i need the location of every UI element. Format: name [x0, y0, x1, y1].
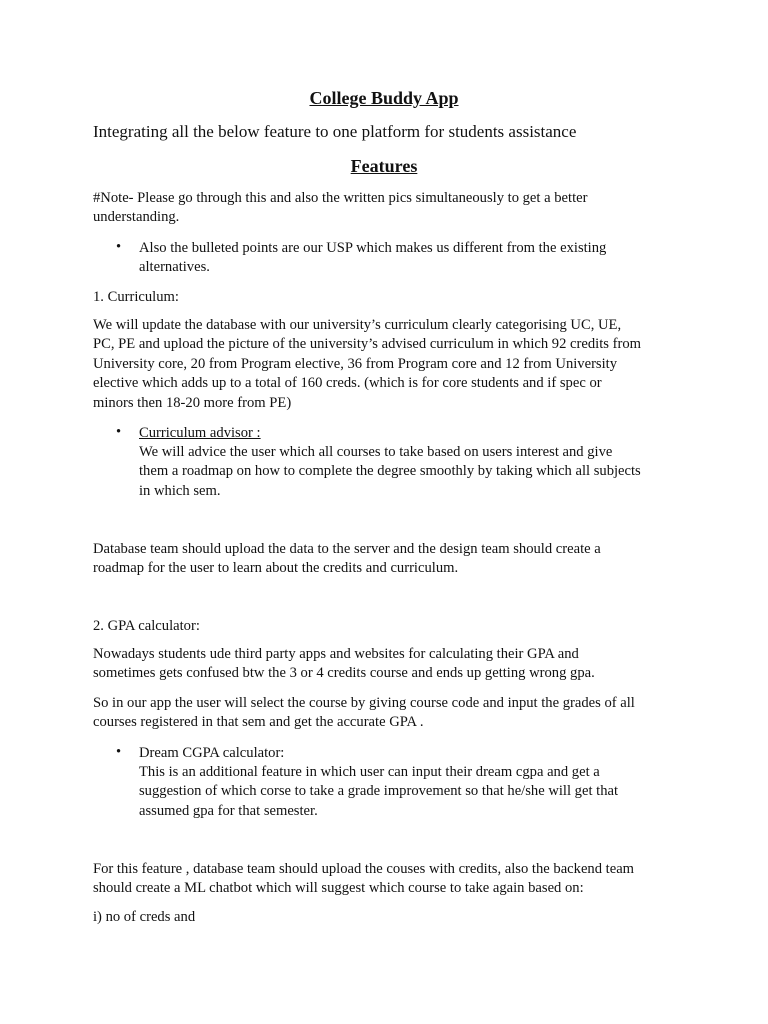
gpa-team-note-line-1: For this feature , database team should upload the couses with credits, also the backend team — [93, 861, 635, 877]
gpa-heading: 2. GPA calculator: — [93, 618, 200, 634]
dream-cgpa-title: Dream CGPA calculator: — [139, 745, 285, 761]
curriculum-advisor-line-2: them a roadmap on how to complete the degree smoothly by taking which all subjects — [139, 463, 641, 479]
curriculum-team-note-line-1: Database team should upload the data to the server and the design team should create a — [93, 541, 601, 557]
curriculum-body-line-5: minors then 18-20 more from PE) — [93, 395, 292, 411]
usp-bullet-line-2: alternatives. — [139, 259, 210, 275]
dream-cgpa-line-3: assumed gpa for that semester. — [139, 803, 318, 819]
curriculum-body-line-4: elective which adds up to a total of 160 creds. (which is for core students and if spec or — [93, 375, 602, 391]
document-subtitle: Integrating all the below feature to one platform for students assistance — [93, 122, 577, 141]
note-line-2: understanding. — [93, 209, 180, 225]
note-line-1: #Note- Please go through this and also the written pics simultaneously to get a better — [93, 190, 588, 206]
features-heading: Features — [350, 156, 418, 176]
curriculum-advisor-line-3: in which sem. — [139, 483, 221, 499]
curriculum-body-line-2: PC, PE and upload the picture of the university’s advised curriculum in which 92 credits from — [93, 336, 641, 352]
bullet-dot: • — [116, 239, 122, 255]
curriculum-body-line-1: We will update the database with our university’s curriculum clearly categorising UC, UE, — [93, 317, 622, 333]
curriculum-body-line-3: University core, 20 from Program elective, 36 from Program core and 12 from University — [93, 356, 618, 372]
gpa-para2-line-2: courses registered in that sem and get the accurate GPA . — [93, 714, 424, 730]
gpa-para1-line-1: Nowadays students ude third party apps and websites for calculating their GPA and — [93, 646, 579, 662]
bullet-dot: • — [116, 424, 122, 440]
dream-cgpa-line-2: suggestion of which corse to take a grade improvement so that he/she will get that — [139, 783, 619, 799]
gpa-para2-line-1: So in our app the user will select the course by giving course code and input the grades of all — [93, 695, 635, 711]
curriculum-advisor-title: Curriculum advisor : — [139, 425, 261, 441]
gpa-para1-line-2: sometimes gets confused btw the 3 or 4 credits course and ends up getting wrong gpa. — [93, 665, 595, 681]
curriculum-heading: 1. Curriculum: — [93, 289, 179, 305]
document-title: College Buddy App — [309, 88, 459, 108]
gpa-list-item: i) no of creds and — [93, 909, 196, 925]
bullet-dot: • — [116, 744, 122, 760]
curriculum-advisor-line-1: We will advice the user which all courses to take based on users interest and give — [139, 444, 613, 460]
usp-bullet-line-1: Also the bulleted points are our USP which makes us different from the existing — [139, 240, 607, 256]
gpa-team-note-line-2: should create a ML chatbot which will suggest which course to take again based on: — [93, 880, 584, 896]
dream-cgpa-line-1: This is an additional feature in which user can input their dream cgpa and get a — [139, 764, 600, 780]
curriculum-team-note-line-2: roadmap for the user to learn about the credits and curriculum. — [93, 560, 459, 576]
